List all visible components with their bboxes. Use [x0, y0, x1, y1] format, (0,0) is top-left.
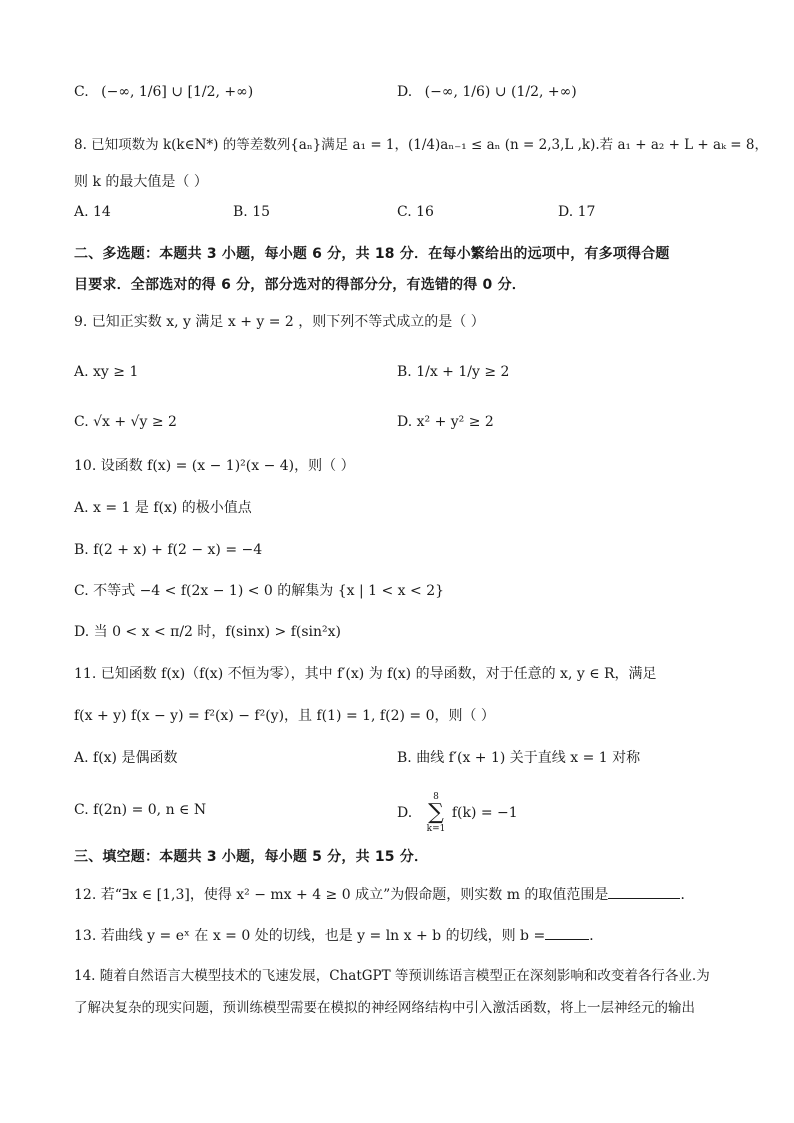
- q12-text: 12. 若“∃x ∈ [1,3]，使得 x² − mx + 4 ≥ 0 成立”为假命题，则实数 m 的取值范围是: [74, 887, 609, 903]
- sum-upper-limit: 8: [433, 792, 439, 802]
- summation-symbol: [427, 792, 446, 834]
- q10-option-b: B. f(2 + x) + f(2 − x) = −4: [74, 542, 263, 558]
- q11-option-a: A. f(x) 是偶函数: [74, 750, 178, 766]
- q7-option-c-text: (−∞, 1/6] ∪ [1/2, +∞): [101, 84, 254, 100]
- section2-heading-line2: 目要求．全部选对的得 6 分，部分选对的得部分分，有选错的得 0 分．: [74, 277, 526, 293]
- q7-option-c: [74, 82, 253, 102]
- q8-stem-line2: 则 k 的最大值是（ ）: [74, 174, 208, 190]
- q9-option-a: A. xy ≥ 1: [74, 364, 139, 380]
- q8-stem-line1: 8. 已知项数为 k(k∈N*) 的等差数列{aₙ}满足 a₁ = 1，(1/4)aₙ₋₁ ≤ aₙ (n = 2,3,L ,k).若 a₁ + a₂ + L + aₖ = 8，: [74, 137, 768, 153]
- q8-option-d: D. 17: [558, 204, 596, 220]
- q14-stem-line2: 了解决复杂的现实问题，预训练模型需要在模拟的神经网络结构中引入激活函数，将上一层神经元的输出: [74, 1000, 695, 1016]
- section2-heading-line1: 二、多选题：本题共 3 小题，每小题 6 分，共 18 分．在每小繁给出的远项中，有多项得合题: [74, 246, 670, 262]
- q11-stem-line2: f(x + y) f(x − y) = f²(x) − f²(y)，且 f(1) = 1, f(2) = 0，则（ ）: [74, 708, 495, 724]
- q8-option-a: A. 14: [74, 204, 111, 220]
- q11-option-d-text: f(k) = −1: [451, 805, 518, 821]
- q7-option-d-label: D.: [397, 84, 413, 100]
- q9-option-d: D. x² + y² ≥ 2: [397, 414, 494, 430]
- q9-stem: 9. 已知正实数 x, y 满足 x + y = 2 ，则下列不等式成立的是（ ）: [74, 314, 485, 330]
- q11-stem-line1: 11. 已知函数 f(x)（f(x) 不恒为零），其中 f′(x) 为 f(x) 的导函数，对于任意的 x, y ∈ R，满足: [74, 666, 657, 682]
- q7-option-d-text: (−∞, 1/6) ∪ (1/2, +∞): [424, 84, 577, 100]
- q13-text: 13. 若曲线 y = eˣ 在 x = 0 处的切线，也是 y = ln x + b 的切线，则 b =: [74, 928, 546, 944]
- sum-lower-limit: k=1: [426, 824, 446, 834]
- q11-option-d: [397, 792, 518, 834]
- q7-option-c-label: C.: [74, 84, 89, 100]
- q9-option-c: C. √x + √y ≥ 2: [74, 414, 177, 430]
- q13-answer-blank[interactable]: [545, 927, 589, 940]
- q13-end: ．: [589, 928, 604, 944]
- q14-stem-line1: 14. 随着自然语言大模型技术的飞速发展，ChatGPT 等预训练语言模型正在深刻影响和改变着各行各业.为: [74, 968, 710, 984]
- q13-stem: [74, 926, 603, 946]
- q8-option-c: C. 16: [397, 204, 434, 220]
- q8-option-b: B. 15: [233, 204, 271, 220]
- q10-option-c: C. 不等式 −4 < f(2x − 1) < 0 的解集为 {x | 1 < x < 2}: [74, 583, 445, 599]
- q12-stem: [74, 885, 694, 905]
- q11-option-d-label: D.: [397, 805, 413, 821]
- q12-end: ．: [680, 887, 695, 903]
- q11-option-b: B. 曲线 f′(x + 1) 关于直线 x = 1 对称: [397, 750, 641, 766]
- q7-option-d: [397, 82, 577, 102]
- q9-option-b: B. 1/x + 1/y ≥ 2: [397, 364, 510, 380]
- q10-option-a: A. x = 1 是 f(x) 的极小值点: [74, 500, 252, 516]
- q10-option-d: D. 当 0 < x < π/2 时，f(sinx) > f(sin²x): [74, 624, 342, 640]
- q10-stem: 10. 设函数 f(x) = (x − 1)²(x − 4)，则（ ）: [74, 458, 355, 474]
- q12-answer-blank[interactable]: [608, 886, 680, 899]
- section3-heading: 三、填空题：本题共 3 小题，每小题 5 分，共 15 分．: [74, 849, 429, 865]
- q11-option-c: C. f(2n) = 0, n ∈ N: [74, 802, 207, 818]
- sigma-icon: ∑: [428, 800, 444, 825]
